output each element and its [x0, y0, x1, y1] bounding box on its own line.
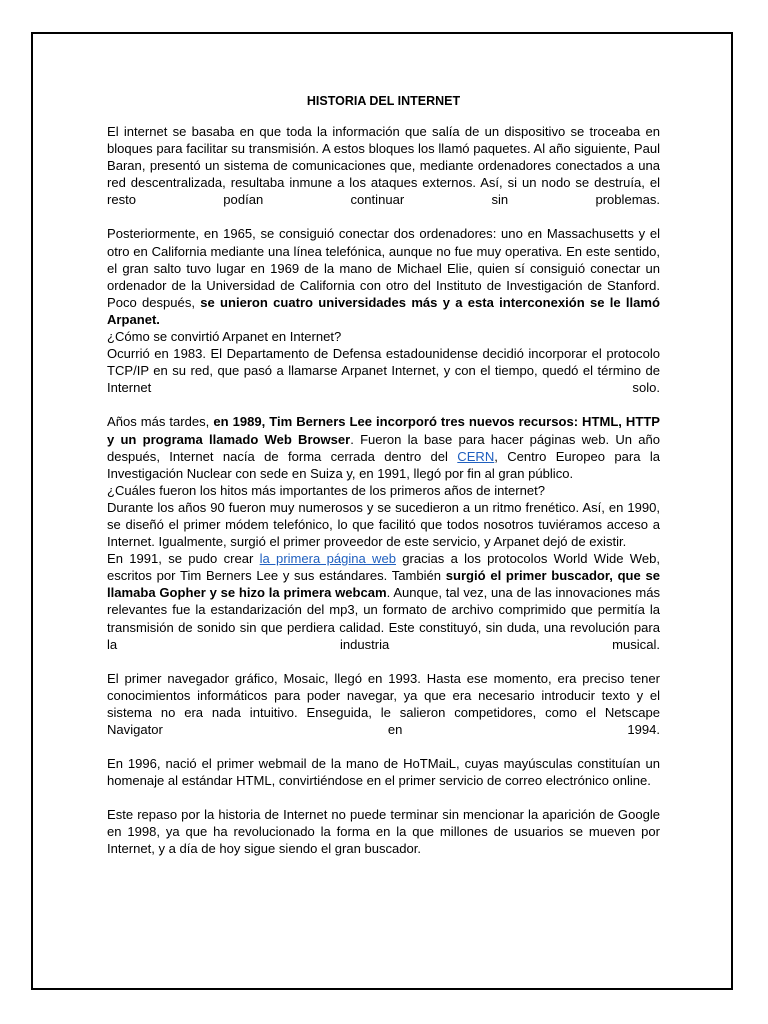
paragraph-6-text-d: . Aunque, tal vez, una de las innovaciones más relevantes fue la estandarización del mp3, un formato de archivo comprimido que permitía la transmisión de sonido sin que perdiera calidad. Este constituyó, sin duda, una revolución para la industria musical.: [107, 585, 660, 652]
paragraph-6-text-b: gracias a los protocolos World Wide Web, escritos por Tim Berners Lee y sus estándares. También: [107, 551, 660, 584]
paragraph-5: Durante los años 90 fueron muy numerosos y se sucedieron a un ritmo frenético. Así, en 1990, se diseñó el primer módem telefónico, lo que facilitó que todos nosotros tuviéramos acceso a Internet. Igualmente, surgió el primer proveedor de este servicio, y Arpanet dejó de existir.: [107, 499, 660, 550]
cern-link[interactable]: CERN: [457, 448, 495, 464]
question-1: ¿Cómo se convirtió Arpanet en Internet?: [107, 329, 342, 345]
question-2: ¿Cuáles fueron los hitos más importantes de los primeros años de internet?: [107, 482, 546, 498]
paragraph-4-text-c: . Fueron la base para hacer páginas web. Un año después, Internet nacía de forma cerrada dentro del: [107, 431, 660, 464]
document-body: [107, 93, 660, 858]
document-title: HISTORIA DEL INTERNET: [306, 94, 461, 108]
paragraph-7: El primer navegador gráfico, Mosaic, llegó en 1993. Hasta ese momento, era preciso tener conocimientos informáticos para poder navegar, ya que era necesario introducir texto y el sistema no era nada intuitivo. Enseguida, le salieron competidores, como el Netscape Navigator en 1994.: [107, 670, 660, 737]
paragraph-4: [107, 413, 660, 481]
paragraph-6-text-a: En 1991, se pudo crear: [107, 551, 260, 567]
paragraph-2-text: Posteriormente, en 1965, se consiguió conectar dos ordenadores: uno en Massachusetts y el otro en California mediante una línea telefónica, aunque no fue muy operativa. En este sentido, el gran salto tuvo lugar en 1969 de la mano de Michael Elie, quien sí consiguió conectar un ordenador de la Universidad de California con otro del Instituto de Investigación de Stanford. Poco después,: [107, 226, 660, 310]
paragraph-4-bold: en 1989, Tim Berners Lee incorporó tres nuevos recursos: HTML, HTTP y un programa llamado Web Browser: [107, 414, 660, 447]
paragraph-6-bold: surgió el primer buscador, que se llamaba Gopher y se hizo la primera webcam: [107, 568, 660, 601]
paragraph-9: Este repaso por la historia de Internet no puede terminar sin mencionar la aparición de Google en 1998, ya que ha revolucionado la forma en la que millones de usuarios se mueven por Internet, y a día de hoy sigue siendo el gran buscador.: [107, 807, 660, 857]
paragraph-4-text-a: Años más tardes,: [107, 414, 214, 430]
paragraph-1: El internet se basaba en que toda la información que salía de un dispositivo se troceaba en bloques para facilitar su transmisión. A estos bloques los llamó paquetes. Al año siguiente, Paul Baran, presentó un sistema de comunicaciones que, mediante ordenadores conectados a una red descentralizada, resultaba inmune a los ataques externos. Así, si un nodo se destruía, el resto podían continuar sin problemas.: [107, 124, 660, 208]
paragraph-6: [107, 550, 660, 653]
paragraph-8: En 1996, nació el primer webmail de la mano de HoTMaiL, cuyas mayúsculas constituían un homenaje al estándar HTML, convirtiéndose en el primer servicio de correo electrónico online.: [107, 756, 660, 789]
paragraph-2-bold: se unieron cuatro universidades más y a esta interconexión se le llamó Arpanet.: [107, 294, 660, 327]
paragraph-4-text-d: , Centro Europeo para la Investigación Nuclear con sede en Suiza y, en 1991, llegó por fin al gran público.: [107, 448, 660, 481]
first-webpage-link[interactable]: la primera página web: [259, 551, 396, 567]
paragraph-2: [107, 225, 660, 328]
paragraph-3: Ocurrió en 1983. El Departamento de Defensa estadounidense decidió incorporar el protocolo TCP/IP en su red, que pasó a llamarse Arpanet Internet, y con el tiempo, quedó el término de Internet solo.: [107, 346, 660, 396]
